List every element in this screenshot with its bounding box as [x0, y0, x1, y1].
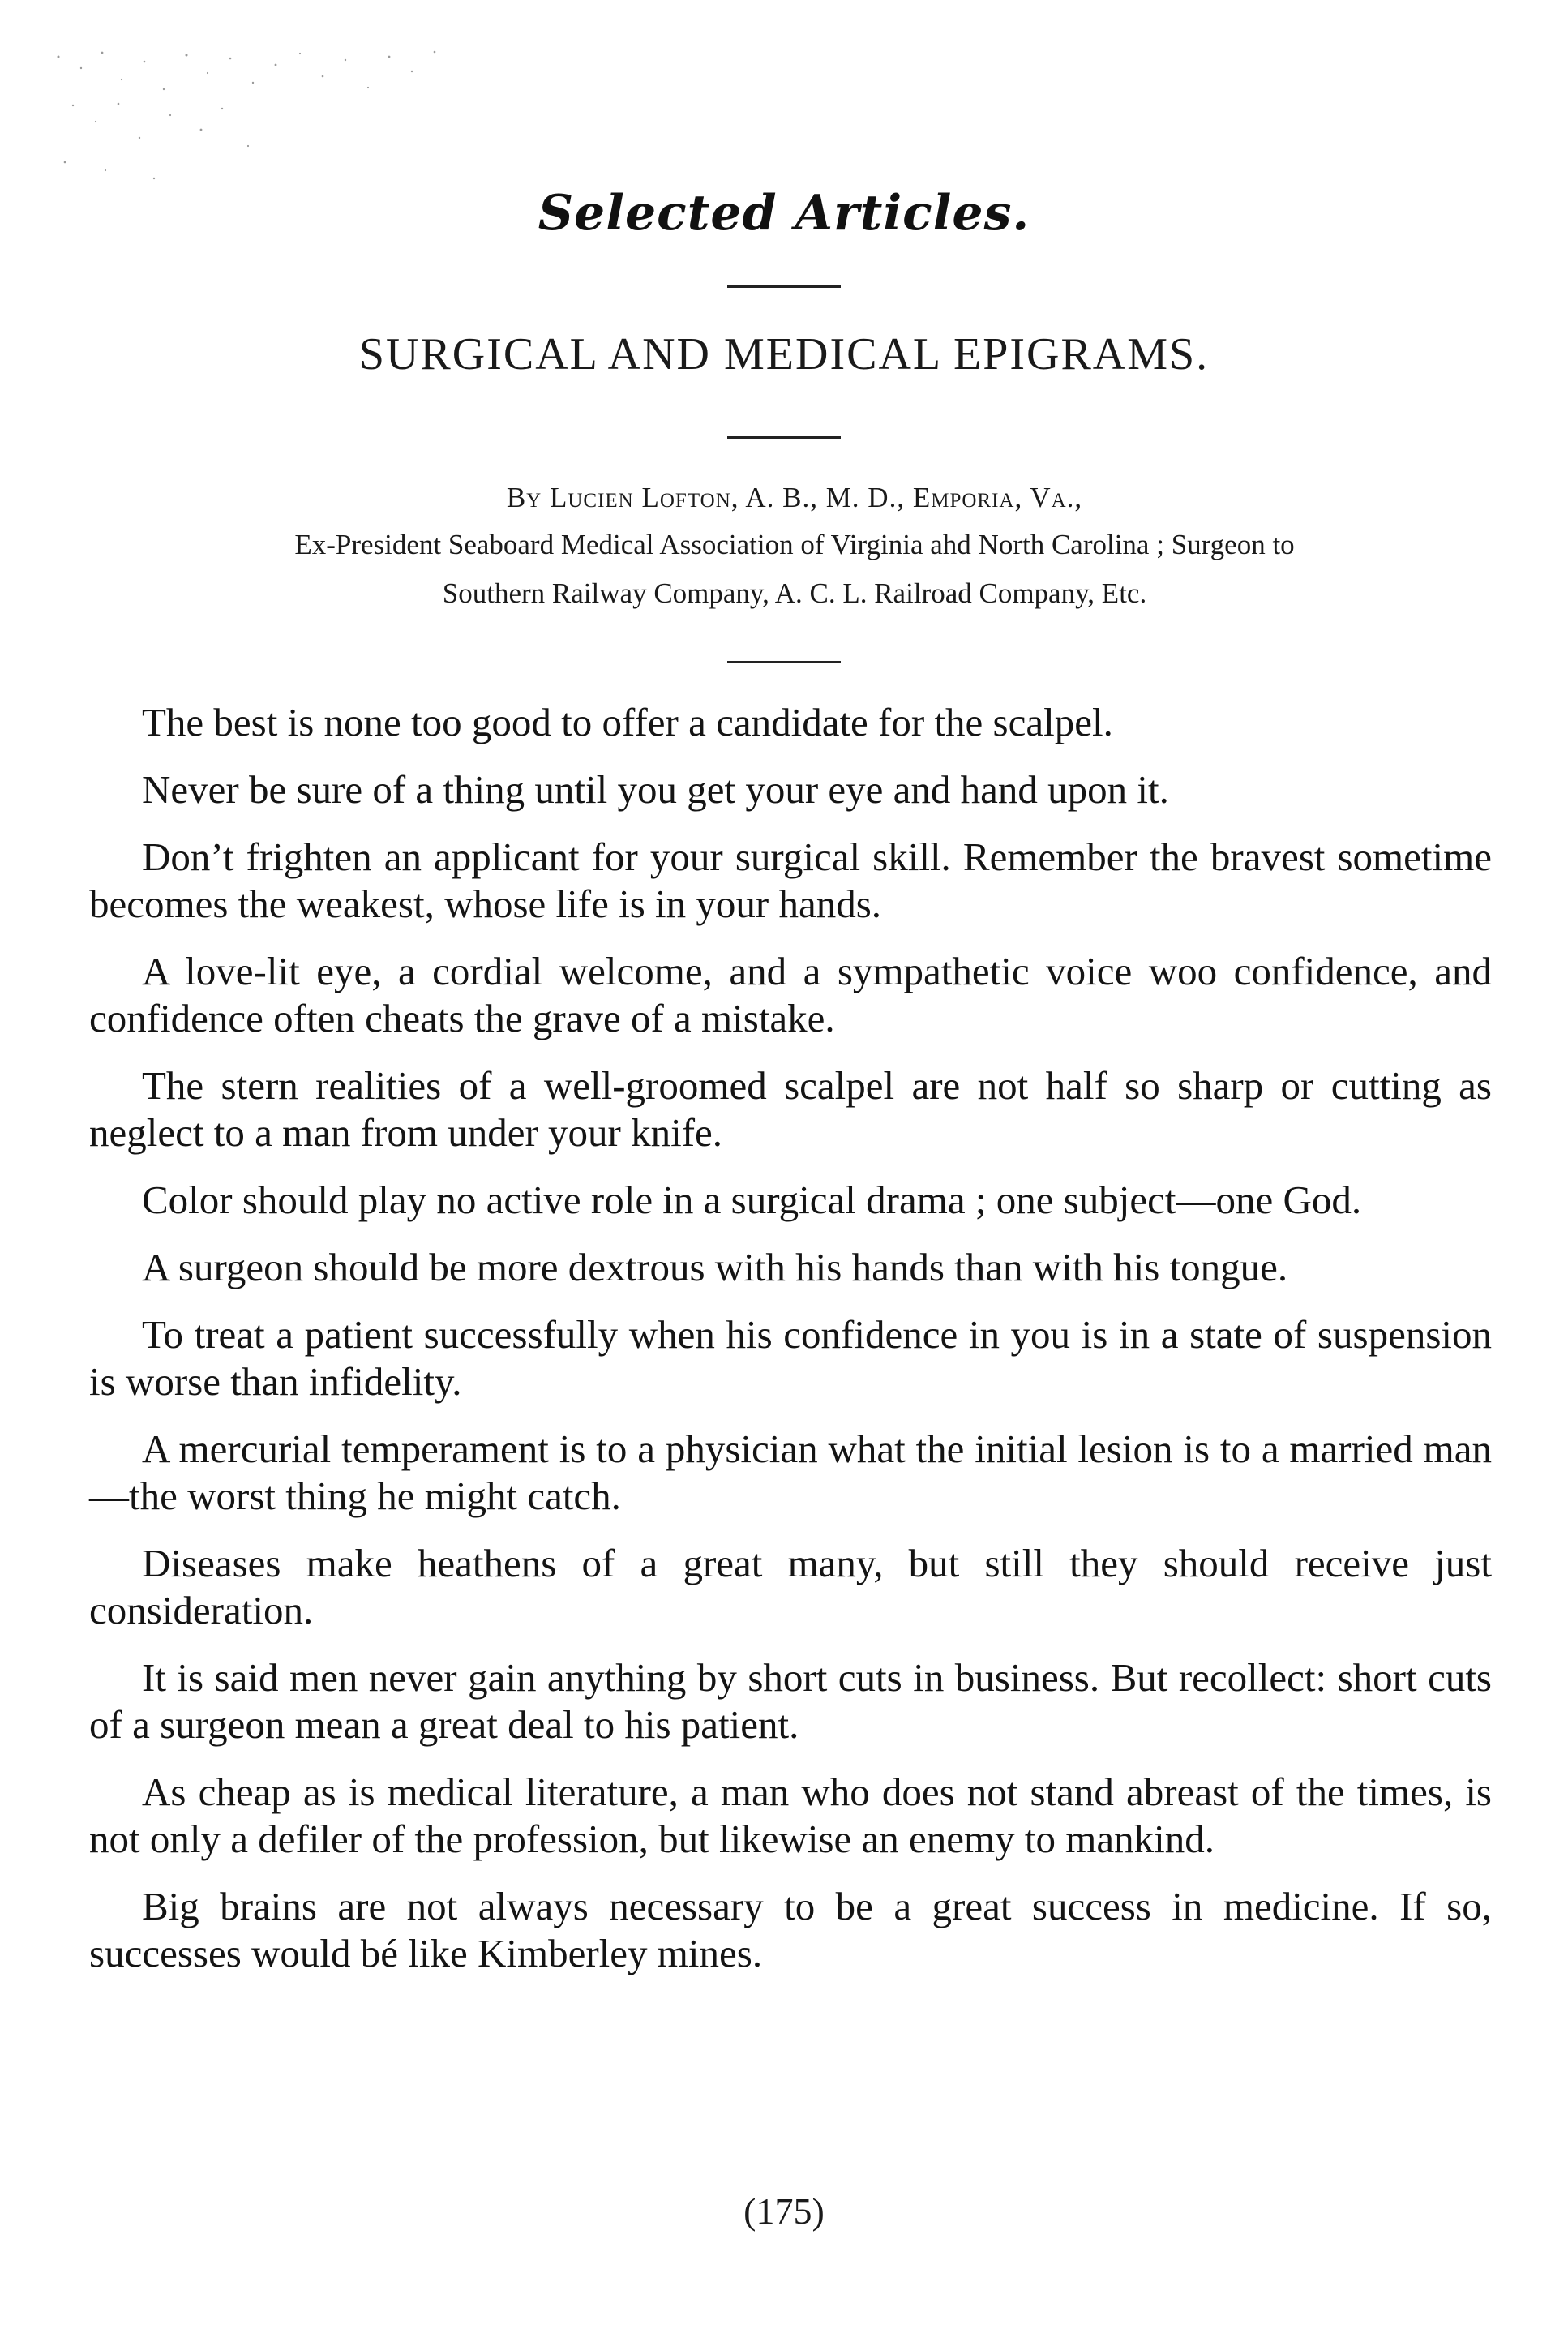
affiliation-line: Ex-President Seaboard Medical Association of Virginia ahd North Carolina ; Surgeon to	[294, 529, 1295, 560]
epigram-paragraph: It is said men never gain anything by short cuts in business. But recollect: short cuts of a surgeon mean a great deal to his patient.	[89, 1655, 1492, 1747]
epigram-paragraph: As cheap as is medical literature, a man who does not stand abreast of the times, is not only a defiler of the profession, but likewise an enemy to mankind.	[89, 1769, 1492, 1861]
epigram-paragraph: A surgeon should be more dextrous with his hands than with his tongue.	[142, 1245, 1288, 1289]
epigram-paragraph: A mercurial temperament is to a physician what the initial lesion is to a married man—the worst thing he might catch.	[89, 1426, 1492, 1518]
article-body	[89, 699, 1492, 1997]
epigram-paragraph: Color should play no active role in a surgical drama ; one subject—one God.	[142, 1178, 1362, 1222]
section-heading: Selected Articles.	[538, 185, 1030, 242]
page-number: (175)	[743, 2190, 825, 2232]
epigram-paragraph: Big brains are not always necessary to be a great success in medicine. If so, successes would bé like Kimberley mines.	[89, 1884, 1492, 1975]
epigram-paragraph: To treat a patient successfully when his confidence in you is in a state of suspension is worse than infidelity.	[89, 1312, 1492, 1404]
epigram-paragraph: Never be sure of a thing until you get your eye and hand upon it.	[142, 767, 1169, 812]
epigram-paragraph: The best is none too good to offer a candidate for the scalpel.	[142, 700, 1113, 744]
print-speckle-noise	[49, 41, 551, 187]
author-line: By Lucien Lofton, A. B., M. D., Emporia, Va.,	[506, 482, 1083, 513]
divider-rule	[727, 436, 841, 439]
epigram-paragraph: Don’t frighten an applicant for your surgical skill. Remember the bravest sometime becomes the weakest, whose life is in your hands.	[89, 834, 1492, 926]
epigram-paragraph: A love-lit eye, a cordial welcome, and a sympathetic voice woo confidence, and confidence often cheats the grave of a mistake.	[89, 949, 1492, 1040]
epigram-paragraph: Diseases make heathens of a great many, but still they should receive just consideration.	[89, 1541, 1492, 1632]
article-title: SURGICAL AND MEDICAL EPIGRAMS.	[358, 329, 1210, 380]
affiliation-line: Southern Railway Company, A. C. L. Railroad Company, Etc.	[442, 577, 1147, 609]
divider-rule	[727, 285, 841, 288]
divider-rule	[727, 661, 841, 663]
epigram-paragraph: The stern realities of a well-groomed scalpel are not half so sharp or cutting as neglect to a man from under your knife.	[89, 1063, 1492, 1155]
